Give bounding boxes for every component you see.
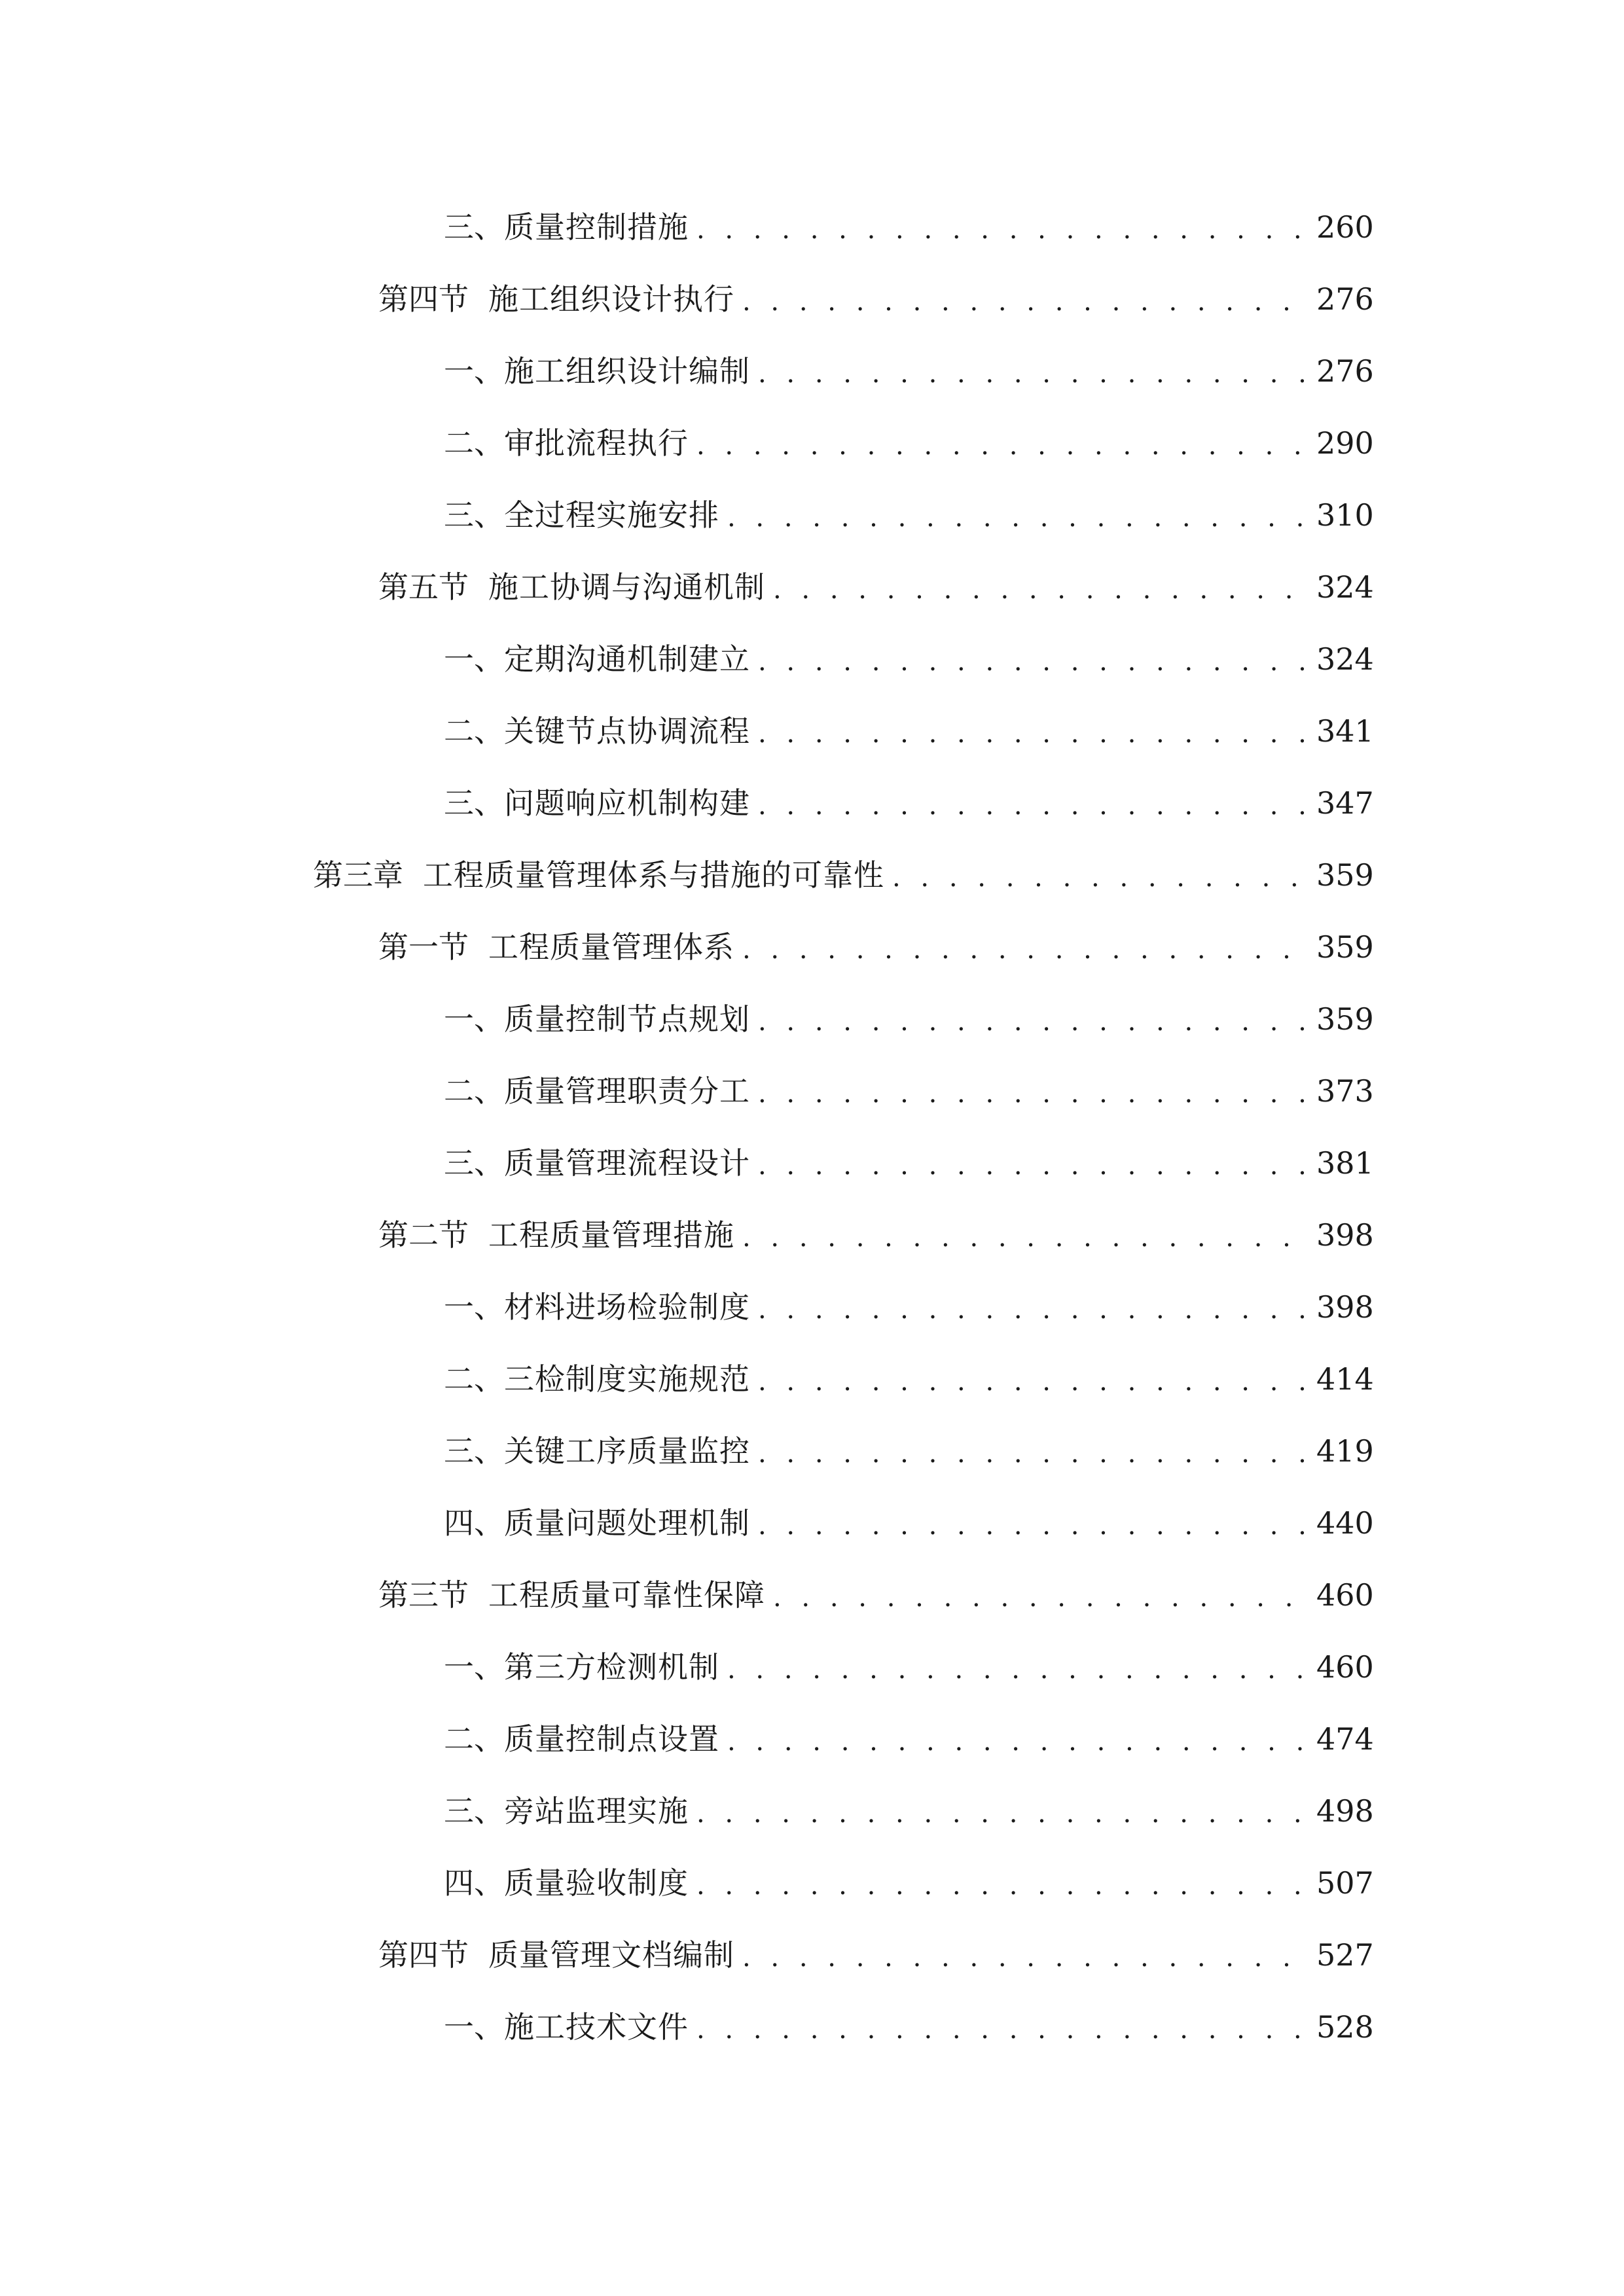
toc-entry-number: 三、 [444, 209, 504, 245]
toc-entry-page: 381 [1316, 1145, 1374, 1181]
toc-entry-page: 527 [1316, 1937, 1374, 1973]
toc-entry-number: 三、 [444, 1145, 504, 1181]
toc-entry-title: 问题响应机制构建 [504, 785, 750, 821]
toc-entry-title: 质量管理文档编制 [488, 1937, 734, 1973]
toc-entry-number: 二、 [444, 425, 504, 461]
toc-entry-number: 三、 [444, 497, 504, 533]
toc-entry-number: 第四节 [378, 1937, 469, 1973]
toc-entry[interactable] [0, 1487, 1624, 1559]
toc-entry-title: 质量验收制度 [504, 1865, 689, 1901]
toc-dot-leader [758, 361, 1305, 387]
toc-entry[interactable] [0, 767, 1624, 839]
toc-entry-page: 260 [1316, 209, 1374, 245]
toc-entry[interactable] [0, 1127, 1624, 1199]
toc-entry-title: 工程质量管理体系与措施的可靠性 [423, 857, 884, 893]
toc-dot-leader [696, 217, 1305, 243]
toc-entry-title: 审批流程执行 [504, 425, 689, 461]
toc-dot-leader [742, 937, 1305, 963]
toc-entry-number: 一、 [444, 1289, 504, 1325]
toc-entry-page: 419 [1316, 1433, 1374, 1469]
table-of-contents [0, 191, 1624, 2063]
toc-entry-title: 旁站监理实施 [504, 1793, 689, 1829]
toc-entry-number: 第三章 [313, 857, 403, 893]
toc-entry-title: 质量管理职责分工 [504, 1073, 750, 1109]
toc-entry-page: 359 [1316, 1001, 1374, 1037]
toc-entry-number: 一、 [444, 641, 504, 677]
toc-entry-number: 二、 [444, 1721, 504, 1757]
toc-entry-number: 三、 [444, 785, 504, 821]
toc-dot-leader [758, 1441, 1305, 1467]
toc-entry-title: 质量问题处理机制 [504, 1505, 750, 1541]
toc-entry-number: 第一节 [378, 929, 469, 965]
toc-entry-page: 290 [1316, 425, 1374, 461]
toc-entry-page: 373 [1316, 1073, 1374, 1109]
toc-dot-leader [727, 1729, 1305, 1755]
toc-entry-title: 施工技术文件 [504, 2009, 689, 2045]
toc-entry-page: 528 [1316, 2009, 1374, 2045]
toc-entry-title: 质量管理流程设计 [504, 1145, 750, 1181]
toc-entry-title: 质量控制措施 [504, 209, 689, 245]
toc-dot-leader [696, 1873, 1305, 1899]
toc-dot-leader [758, 649, 1305, 675]
toc-dot-leader [742, 1225, 1305, 1251]
toc-entry-page: 324 [1316, 641, 1374, 677]
toc-entry[interactable] [0, 1343, 1624, 1415]
toc-entry[interactable] [0, 1703, 1624, 1775]
toc-entry[interactable] [0, 1631, 1624, 1703]
toc-dot-leader [696, 1801, 1305, 1827]
toc-entry[interactable] [0, 1919, 1624, 1991]
toc-entry-page: 359 [1316, 857, 1374, 893]
toc-entry-title: 施工组织设计执行 [488, 281, 734, 317]
toc-entry[interactable] [0, 1199, 1624, 1271]
toc-dot-leader [758, 721, 1305, 747]
toc-entry-title: 工程质量可靠性保障 [488, 1577, 765, 1613]
toc-entry-title: 施工组织设计编制 [504, 353, 750, 389]
toc-entry-page: 474 [1316, 1721, 1374, 1757]
toc-dot-leader [742, 289, 1305, 315]
toc-entry-number: 第三节 [378, 1577, 469, 1613]
toc-entry-title: 工程质量管理体系 [488, 929, 734, 965]
toc-entry-title: 材料进场检验制度 [504, 1289, 750, 1325]
toc-entry-number: 一、 [444, 1649, 504, 1685]
toc-dot-leader [773, 577, 1305, 603]
toc-dot-leader [758, 1153, 1305, 1179]
toc-entry-page: 498 [1316, 1793, 1374, 1829]
toc-entry-number: 第四节 [378, 281, 469, 317]
toc-dot-leader [758, 1297, 1305, 1323]
toc-entry[interactable] [0, 1415, 1624, 1487]
toc-entry[interactable] [0, 1991, 1624, 2063]
toc-entry-number: 第二节 [378, 1217, 469, 1253]
toc-entry-title: 关键节点协调流程 [504, 713, 750, 749]
toc-entry[interactable] [0, 263, 1624, 335]
toc-entry-page: 359 [1316, 929, 1374, 965]
toc-entry-number: 四、 [444, 1865, 504, 1901]
toc-entry[interactable] [0, 839, 1624, 911]
toc-entry-page: 460 [1316, 1577, 1374, 1613]
toc-entry-title: 施工协调与沟通机制 [488, 569, 765, 605]
toc-entry-page: 341 [1316, 713, 1374, 749]
toc-entry[interactable] [0, 407, 1624, 479]
toc-dot-leader [758, 1369, 1305, 1395]
toc-entry-page: 398 [1316, 1289, 1374, 1325]
toc-dot-leader [758, 1081, 1305, 1107]
toc-entry-number: 第五节 [378, 569, 469, 605]
toc-entry[interactable] [0, 623, 1624, 695]
toc-entry-title: 第三方检测机制 [504, 1649, 719, 1685]
toc-entry[interactable] [0, 191, 1624, 263]
toc-dot-leader [696, 2017, 1305, 2043]
toc-entry[interactable] [0, 479, 1624, 551]
toc-entry-number: 三、 [444, 1433, 504, 1469]
toc-entry-page: 347 [1316, 785, 1374, 821]
toc-entry[interactable] [0, 1775, 1624, 1847]
toc-entry[interactable] [0, 551, 1624, 623]
toc-entry-title: 质量控制点设置 [504, 1721, 719, 1757]
toc-dot-leader [892, 865, 1305, 891]
toc-entry-number: 三、 [444, 1793, 504, 1829]
toc-entry-number: 二、 [444, 1073, 504, 1109]
toc-entry-title: 定期沟通机制建立 [504, 641, 750, 677]
toc-dot-leader [727, 1657, 1305, 1683]
toc-entry-title: 关键工序质量监控 [504, 1433, 750, 1469]
toc-entry[interactable] [0, 983, 1624, 1055]
toc-dot-leader [773, 1585, 1305, 1611]
toc-entry[interactable] [0, 1055, 1624, 1127]
toc-dot-leader [758, 793, 1305, 819]
toc-entry-number: 一、 [444, 1001, 504, 1037]
toc-dot-leader [758, 1513, 1305, 1539]
toc-entry-page: 460 [1316, 1649, 1374, 1685]
toc-entry[interactable] [0, 1271, 1624, 1343]
toc-entry-page: 310 [1316, 497, 1374, 533]
toc-entry-page: 276 [1316, 353, 1374, 389]
toc-dot-leader [742, 1945, 1305, 1971]
toc-entry-number: 一、 [444, 2009, 504, 2045]
toc-entry-page: 324 [1316, 569, 1374, 605]
toc-entry-number: 二、 [444, 713, 504, 749]
toc-entry-page: 398 [1316, 1217, 1374, 1253]
toc-dot-leader [696, 433, 1305, 459]
toc-entry-page: 414 [1316, 1361, 1374, 1397]
toc-entry-title: 全过程实施安排 [504, 497, 719, 533]
toc-entry[interactable] [0, 1559, 1624, 1631]
toc-entry[interactable] [0, 911, 1624, 983]
toc-dot-leader [758, 1009, 1305, 1035]
toc-entry-number: 四、 [444, 1505, 504, 1541]
toc-entry-number: 二、 [444, 1361, 504, 1397]
toc-entry[interactable] [0, 1847, 1624, 1919]
toc-entry-number: 一、 [444, 353, 504, 389]
toc-entry[interactable] [0, 335, 1624, 407]
toc-entry-page: 276 [1316, 281, 1374, 317]
toc-entry-page: 507 [1316, 1865, 1374, 1901]
toc-entry-title: 质量控制节点规划 [504, 1001, 750, 1037]
toc-entry-title: 工程质量管理措施 [488, 1217, 734, 1253]
toc-dot-leader [727, 505, 1305, 531]
toc-entry-page: 440 [1316, 1505, 1374, 1541]
toc-entry[interactable] [0, 695, 1624, 767]
toc-entry-title: 三检制度实施规范 [504, 1361, 750, 1397]
